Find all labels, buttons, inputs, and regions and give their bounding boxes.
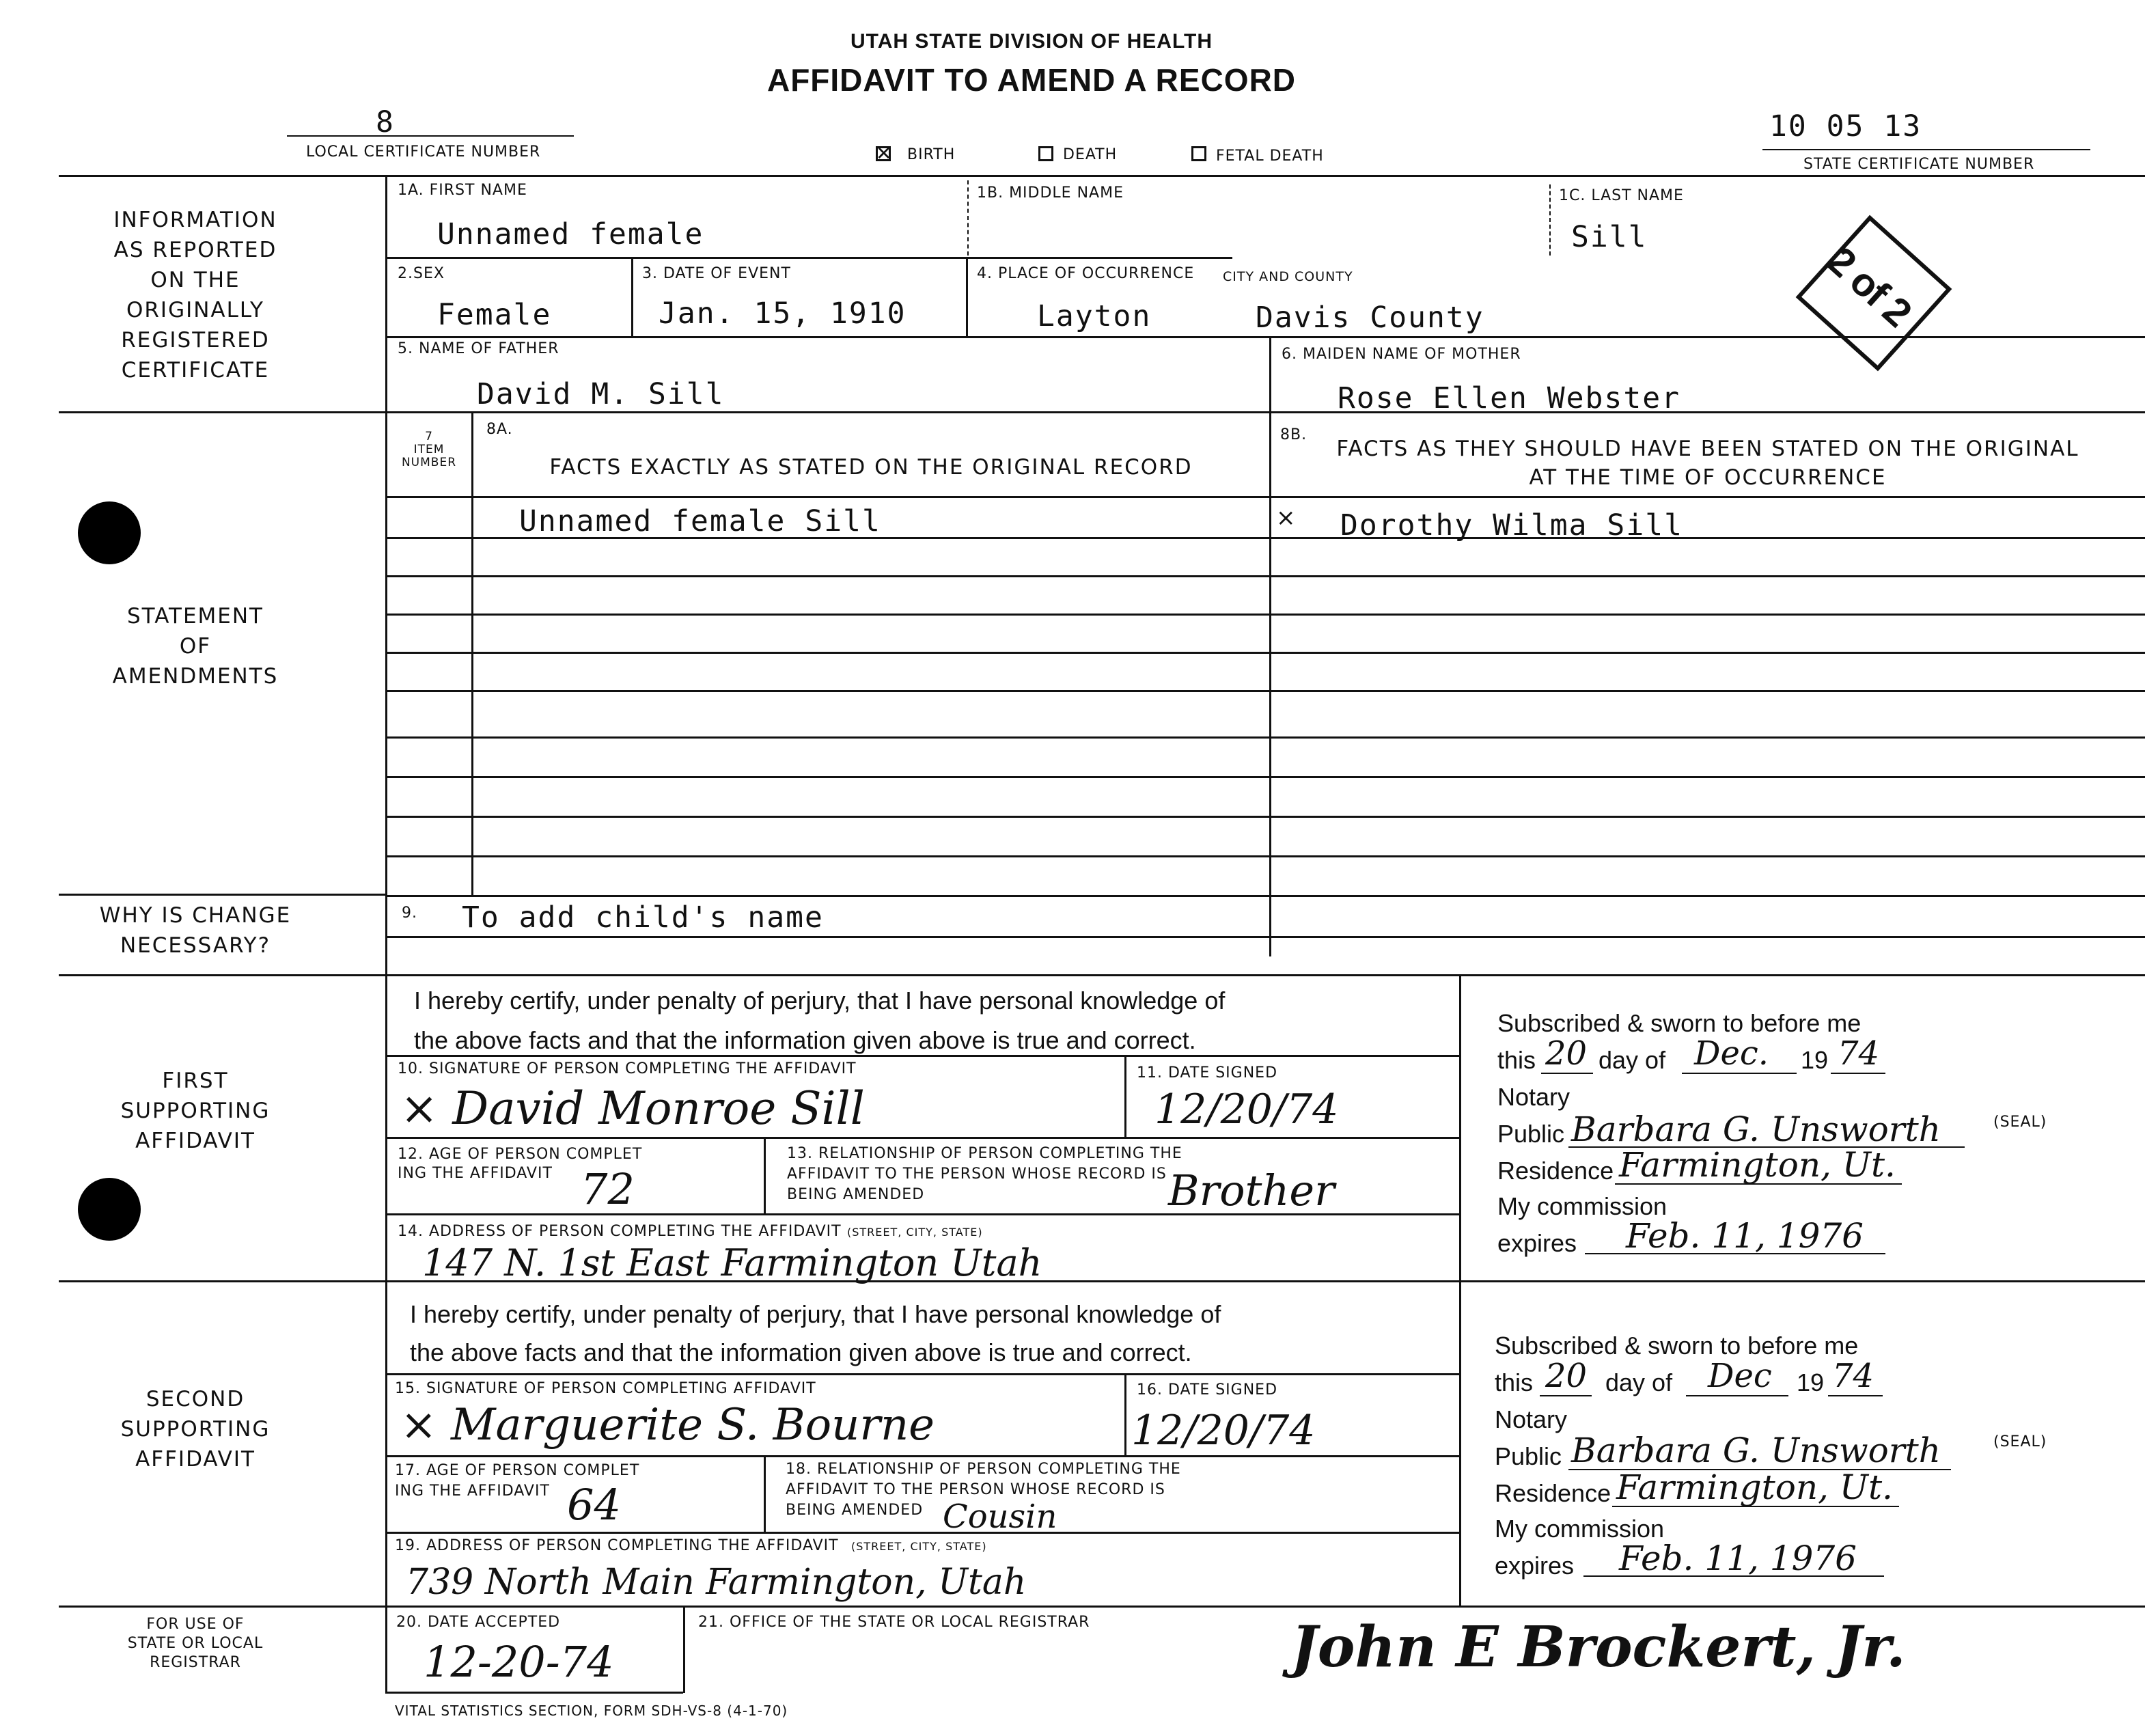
second-signature[interactable]: × Marguerite S. Bourne [400, 1400, 935, 1450]
registrar-signature[interactable]: John E Brockert, Jr. [1291, 1614, 1906, 1680]
last-name-label: 1C. LAST NAME [1559, 187, 1684, 204]
section-first-affidavit: FIRST SUPPORTING AFFIDAVIT [120, 1069, 271, 1153]
page-stamp-text: 2 of 2 [1818, 238, 1920, 335]
second-notary-seal: (SEAL) [1993, 1433, 2047, 1450]
local-cert-line [287, 135, 574, 137]
amend-row1-mark: × [1276, 504, 1296, 532]
mother-label: 6. MAIDEN NAME OF MOTHER [1282, 346, 1521, 363]
first-certify-text: I hereby certify, under penalty of perjury, that I have personal knowledge of the above facts and that the information given above is true and correct. [414, 987, 1226, 1054]
second-notary-month[interactable]: Dec [1708, 1357, 1772, 1395]
date-of-event-label: 3. DATE OF EVENT [642, 265, 791, 282]
first-notary-residence: Residence [1497, 1157, 1614, 1185]
col-a-number: 8A. [486, 421, 513, 438]
section-why: WHY IS CHANGE NECESSARY? [99, 903, 292, 958]
col-b-number: 8B. [1280, 426, 1307, 443]
second-notary-dayof: day of [1605, 1368, 1673, 1396]
second-notary-day[interactable]: 20 [1545, 1357, 1588, 1395]
last-name-value[interactable]: Sill [1571, 220, 1648, 254]
first-notary-label: Notary [1497, 1083, 1570, 1111]
second-certify-text: I hereby certify, under penalty of perjury, that I have personal knowledge of the above facts and that the information given above is true and correct. [410, 1300, 1221, 1366]
sex-value[interactable]: Female [437, 298, 552, 332]
local-certificate-label: LOCAL CERTIFICATE NUMBER [306, 143, 541, 161]
amend-row1-original[interactable]: Unnamed female Sill [519, 504, 881, 538]
second-notary-label: Notary [1495, 1405, 1568, 1433]
agency-name: UTAH STATE DIVISION OF HEALTH [850, 30, 1213, 53]
first-notary-month[interactable]: Dec. [1694, 1034, 1769, 1073]
first-address[interactable]: 147 N. 1st East Farmington Utah [422, 1241, 1042, 1284]
death-checkbox[interactable] [1038, 146, 1053, 161]
second-date-signed[interactable]: 12/20/74 [1131, 1407, 1316, 1455]
form-title: AFFIDAVIT TO AMEND A RECORD [766, 62, 1297, 98]
date-accepted[interactable]: 12-20-74 [424, 1637, 614, 1687]
place-label: 4. PLACE OF OCCURRENCE [977, 265, 1195, 282]
city-county-label: CITY AND COUNTY [1223, 269, 1353, 284]
first-notary-day[interactable]: 20 [1545, 1034, 1588, 1073]
second-notary-expires-value[interactable]: Feb. 11, 1976 [1619, 1539, 1857, 1578]
first-age[interactable]: 72 [581, 1164, 635, 1214]
office-label: 21. OFFICE OF THE STATE OR LOCAL REGISTRAR [698, 1614, 1090, 1631]
first-date-signed-label: 11. DATE SIGNED [1137, 1064, 1278, 1081]
section-statement: STATEMENT OF AMENDMENTS [112, 604, 279, 689]
first-notary-commission: My commission [1497, 1192, 1667, 1220]
date-of-event-value[interactable]: Jan. 15, 1910 [659, 297, 907, 331]
birth-label: BIRTH [907, 146, 956, 163]
binder-hole [78, 501, 141, 564]
fetal-death-checkbox[interactable] [1191, 146, 1206, 161]
second-notary-year[interactable]: 74 [1832, 1357, 1874, 1395]
local-certificate-number[interactable]: 8 [376, 105, 395, 139]
col-b-header: FACTS AS THEY SHOULD HAVE BEEN STATED ON THE ORIGINAL AT THE TIME OF OCCURRENCE [1336, 437, 2079, 490]
first-signature[interactable]: × David Monroe Sill [400, 1082, 865, 1135]
father-label: 5. NAME OF FATHER [398, 340, 559, 357]
second-relationship-label: 18. RELATIONSHIP OF PERSON COMPLETING THE AFFIDAVIT TO THE PERSON WHOSE RECORD IS BEING AMENDED [786, 1461, 1181, 1519]
second-notary-public: Public [1495, 1442, 1562, 1470]
first-notary-expires: expires [1497, 1229, 1577, 1257]
date-accepted-label: 20. DATE ACCEPTED [396, 1614, 561, 1631]
second-address-label: 19. ADDRESS OF PERSON COMPLETING THE AFFIDAVIT [395, 1537, 839, 1554]
second-signature-label: 15. SIGNATURE OF PERSON COMPLETING AFFIDAVIT [395, 1380, 816, 1397]
fetal-death-label: FETAL DEATH [1216, 148, 1324, 165]
col-a-header: FACTS EXACTLY AS STATED ON THE ORIGINAL RECORD [549, 455, 1193, 480]
second-date-signed-label: 16. DATE SIGNED [1137, 1381, 1278, 1399]
second-address[interactable]: 739 North Main Farmington, Utah [406, 1562, 1027, 1603]
first-relationship[interactable]: Brother [1168, 1166, 1335, 1215]
father-value[interactable]: David M. Sill [477, 377, 725, 411]
second-notary-this: this [1495, 1368, 1534, 1396]
second-notary-expires: expires [1495, 1552, 1575, 1580]
item-number-header: 7 ITEM NUMBER [401, 430, 457, 469]
first-notary-this: this [1497, 1046, 1536, 1074]
first-notary-expires-value[interactable]: Feb. 11, 1976 [1626, 1216, 1864, 1256]
first-age-label: 12. AGE OF PERSON COMPLET ING THE AFFIDAVIT [398, 1146, 643, 1182]
death-label: DEATH [1063, 146, 1118, 163]
first-notary-public-name[interactable]: Barbara G. Unsworth [1571, 1110, 1941, 1149]
second-relationship[interactable]: Cousin [943, 1498, 1057, 1536]
first-date-signed[interactable]: 12/20/74 [1154, 1086, 1339, 1133]
state-certificate-number[interactable]: 10 05 13 [1769, 109, 1922, 143]
section-registrar: FOR USE OF STATE OR LOCAL REGISTRAR [127, 1616, 264, 1671]
first-notary-year[interactable]: 74 [1838, 1034, 1880, 1073]
second-notary-residence: Residence [1495, 1479, 1611, 1507]
birth-check-mark: ✕ [876, 142, 892, 165]
county-value[interactable]: Davis County [1256, 301, 1484, 335]
second-notary-commission: My commission [1495, 1515, 1665, 1543]
section-second-affidavit: SECOND SUPPORTING AFFIDAVIT [120, 1387, 271, 1472]
state-cert-line [1762, 149, 2090, 150]
first-signature-label: 10. SIGNATURE OF PERSON COMPLETING THE AFFIDAVIT [398, 1060, 857, 1077]
form-footer: VITAL STATISTICS SECTION, FORM SDH-VS-8 (4-1-70) [395, 1703, 788, 1719]
second-age-label: 17. AGE OF PERSON COMPLET ING THE AFFIDAVIT [395, 1462, 640, 1500]
middle-name-label: 1B. MIDDLE NAME [977, 184, 1124, 202]
first-notary-residence-value[interactable]: Farmington, Ut. [1619, 1145, 1896, 1185]
city-value[interactable]: Layton [1037, 299, 1152, 333]
second-address-sublabel: (STREET, CITY, STATE) [851, 1540, 987, 1553]
sex-label: 2.SEX [398, 265, 445, 282]
first-notary-subscribed: Subscribed & sworn to before me [1497, 1009, 1862, 1037]
second-notary-public-name[interactable]: Barbara G. Unsworth [1571, 1431, 1941, 1470]
first-notary-dayof: day of [1599, 1046, 1666, 1074]
first-name-label: 1A. FIRST NAME [398, 182, 527, 199]
first-address-label: 14. ADDRESS OF PERSON COMPLETING THE AFFIDAVIT [398, 1223, 842, 1240]
state-certificate-label: STATE CERTIFICATE NUMBER [1803, 156, 2035, 173]
section-info-original: INFORMATION AS REPORTED ON THE ORIGINALLY REGISTERED CERTIFICATE [113, 208, 277, 383]
first-notary-seal: (SEAL) [1993, 1114, 2047, 1131]
why-reason[interactable]: To add child's name [462, 900, 824, 935]
why-number: 9. [402, 905, 417, 922]
first-notary-public: Public [1497, 1120, 1565, 1148]
second-age[interactable]: 64 [567, 1480, 621, 1530]
second-notary-year-prefix: 19 [1797, 1368, 1825, 1396]
second-notary-residence-value[interactable]: Farmington, Ut. [1616, 1468, 1893, 1507]
mother-value[interactable]: Rose Ellen Webster [1338, 381, 1680, 415]
amend-row1-correct[interactable]: Dorothy Wilma Sill [1340, 508, 1683, 542]
first-name-value[interactable]: Unnamed female [437, 217, 704, 251]
first-address-sublabel: (STREET, CITY, STATE) [847, 1226, 983, 1239]
first-notary-year-prefix: 19 [1801, 1046, 1829, 1074]
first-relationship-label: 13. RELATIONSHIP OF PERSON COMPLETING THE AFFIDAVIT TO THE PERSON WHOSE RECORD IS BEING AMENDED [787, 1145, 1182, 1203]
binder-hole-2 [78, 1178, 141, 1241]
second-notary-subscribed: Subscribed & sworn to before me [1495, 1332, 1859, 1360]
